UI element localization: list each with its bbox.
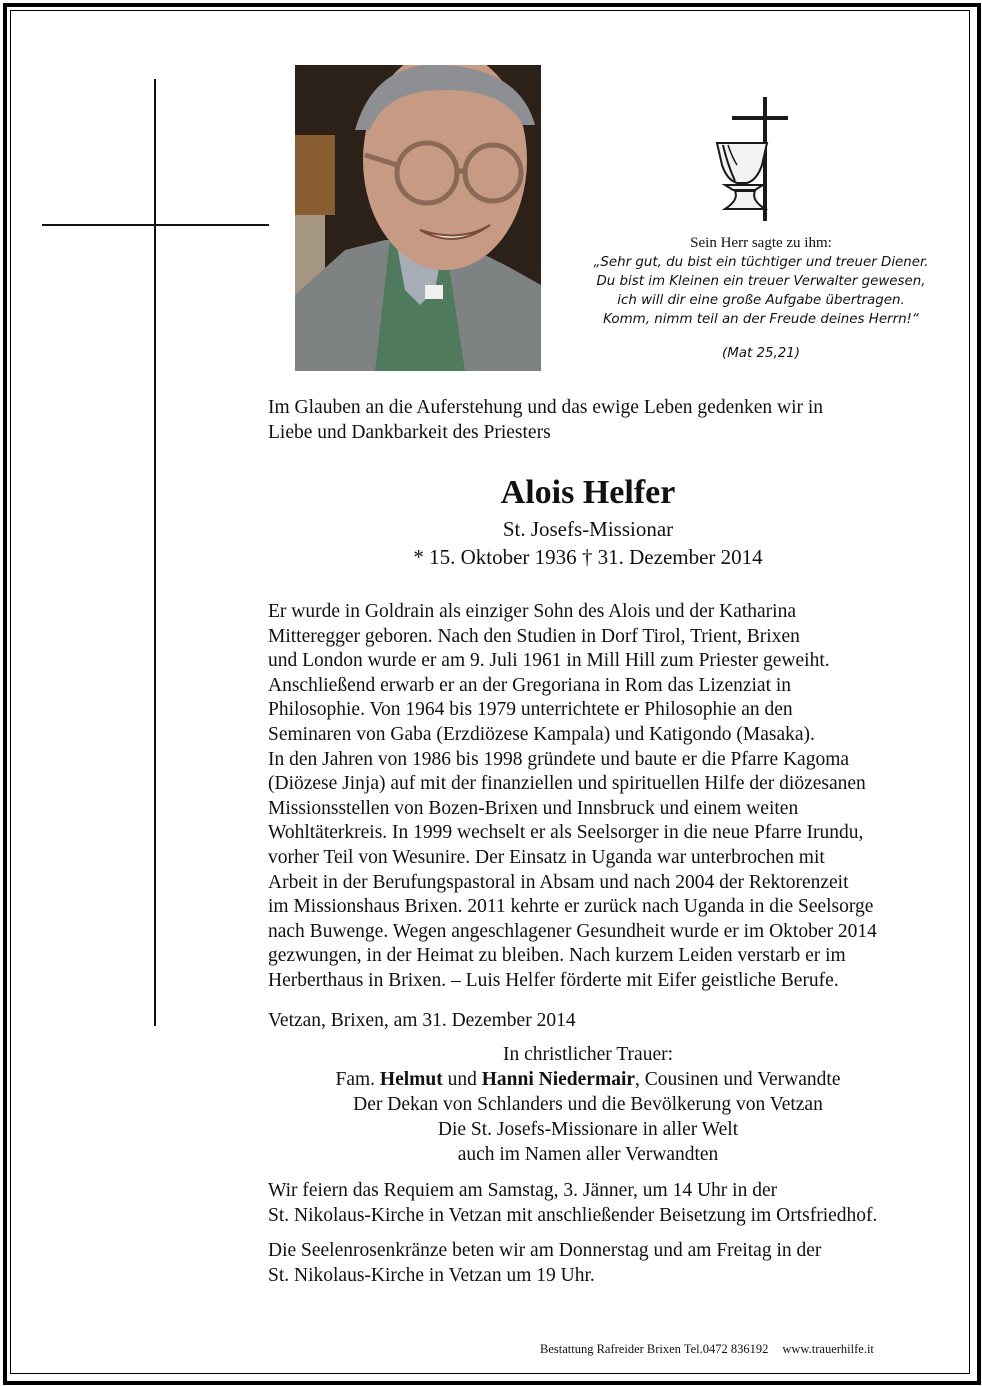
rosary-line: St. Nikolaus-Kirche in Vetzan um 19 Uhr. xyxy=(268,1265,595,1286)
deceased-name: Alois Helfer xyxy=(500,474,676,511)
mourners-line: Der Dekan von Schlanders und die Bevölkerung von Vetzan xyxy=(353,1094,823,1115)
family-name-1: Helmut xyxy=(379,1069,443,1090)
quote-line: Komm, nimm teil an der Freude deines Herrn!“ xyxy=(603,312,919,327)
quote-line: Du bist im Kleinen ein treuer Verwalter gewesen, xyxy=(596,274,926,289)
rosary-info xyxy=(268,1238,958,1288)
biography-line: Philosophie. Von 1964 bis 1979 unterrichtete er Philosophie an den xyxy=(268,699,793,721)
requiem-info xyxy=(268,1178,958,1228)
biography-line: vorher Teil von Wesunire. Der Einsatz in Uganda war unterbrochen mit xyxy=(268,846,825,868)
website-link[interactable]: www.trauerhilfe.it xyxy=(782,1342,874,1356)
biography-line: Seminaren von Gaba (Erzdiözese Kampala) und Katigondo (Masaka). xyxy=(268,723,815,745)
family-prefix: Fam. xyxy=(335,1069,380,1090)
life-dates: * 15. Oktober 1936 † 31. Dezember 2014 xyxy=(413,545,763,569)
place-and-date: Vetzan, Brixen, am 31. Dezember 2014 xyxy=(268,1010,576,1031)
biography-line: gezwungen, in der Heimat zu bleiben. Nach kurzem Leiden verstarb er im xyxy=(268,945,846,967)
biography-line: Mitteregger geboren. Nach den Studien in Dorf Tirol, Trient, Brixen xyxy=(268,625,800,647)
mourners-line: auch im Namen aller Verwandten xyxy=(457,1144,719,1165)
intro-line: Im Glauben an die Auferstehung und das ewige Leben gedenken wir in xyxy=(268,397,824,418)
mourners xyxy=(268,1042,908,1167)
mourners-family xyxy=(268,1067,908,1092)
portrait-photo xyxy=(295,65,541,371)
undertaker-info: Bestattung Rafreider Brixen Tel.0472 836192 xyxy=(540,1342,769,1356)
family-name-2: Hanni Niedermair xyxy=(481,1069,636,1090)
biography-line: Herberthaus in Brixen. – Luis Helfer förderte mit Eifer geistliche Berufe. xyxy=(268,969,839,991)
mourners-line: Die St. Josefs-Missionare in aller Welt xyxy=(437,1119,739,1140)
biography-line: Anschließend erwarb er an der Gregoriana in Rom das Lizenziat in xyxy=(268,674,792,696)
requiem-line: Wir feiern das Requiem am Samstag, 3. Jänner, um 14 Uhr in der xyxy=(268,1180,778,1201)
biography xyxy=(268,600,948,994)
quote-reference: (Mat 25,21) xyxy=(721,346,801,361)
portrait-placeholder xyxy=(295,65,541,371)
biography-line: In den Jahren von 1986 bis 1998 gründete und baute er die Pfarre Kagoma xyxy=(268,748,850,770)
biography-line: Wohltäterkreis. In 1999 wechselt er als Seelsorger in die neue Pfarre Irundu, xyxy=(268,822,864,844)
quote-line: ich will dir eine große Aufgabe übertragen. xyxy=(617,293,905,308)
biography-line: Arbeit in der Berufungspastoral in Absam und nach 2004 der Rektorenzeit xyxy=(268,871,849,893)
cross-chalice-icon xyxy=(715,95,795,223)
intro-line: Liebe und Dankbarkeit des Priesters xyxy=(268,422,551,443)
mourners-heading: In christlicher Trauer: xyxy=(502,1044,674,1065)
family-suffix: , Cousinen und Verwandte xyxy=(635,1069,841,1090)
intro-text xyxy=(268,395,908,445)
quote-line: „Sehr gut, du bist ein tüchtiger und treuer Diener. xyxy=(593,255,929,270)
biography-line: Missionsstellen von Bozen-Brixen und Innsbruck und einem weiten xyxy=(268,797,799,819)
cross-vertical-line xyxy=(154,79,156,1026)
biography-line: Er wurde in Goldrain als einziger Sohn des Alois und der Katharina xyxy=(268,601,796,622)
requiem-line: St. Nikolaus-Kirche in Vetzan mit anschließender Beisetzung im Ortsfriedhof. xyxy=(268,1205,878,1226)
quote-intro: Sein Herr sagte zu ihm: xyxy=(690,235,832,251)
rosary-line: Die Seelenrosenkränze beten wir am Donnerstag und am Freitag in der xyxy=(268,1240,822,1261)
family-and: und xyxy=(442,1069,482,1090)
biography-line: nach Buwenge. Wegen angeschlagener Gesundheit wurde er im Oktober 2014 xyxy=(268,920,877,942)
biography-line: und London wurde er am 9. Juli 1961 in Mill Hill zum Priester geweiht. xyxy=(268,650,830,672)
cross-horizontal-line xyxy=(42,224,269,226)
bible-quote xyxy=(566,234,956,361)
biography-line: im Missionshaus Brixen. 2011 kehrte er zurück nach Uganda in die Seelsorge xyxy=(268,896,874,918)
biography-line: (Diözese Jinja) auf mit der finanziellen und spirituellen Hilfe der diözesanen xyxy=(268,773,866,795)
footer xyxy=(540,1342,874,1357)
deceased-title: St. Josefs-Missionar xyxy=(502,517,674,541)
